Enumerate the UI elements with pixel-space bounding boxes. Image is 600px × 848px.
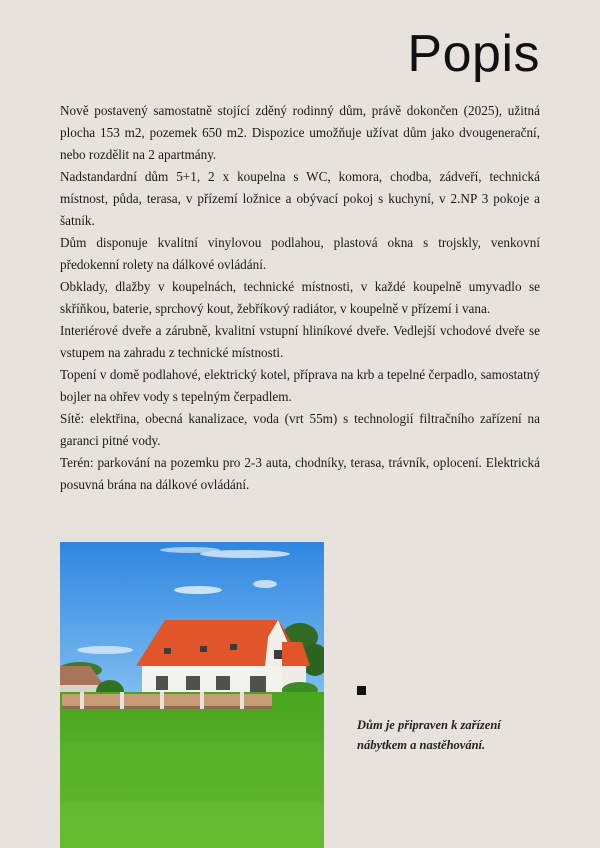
roof-window — [230, 644, 237, 650]
roof-window — [164, 648, 171, 654]
gable-window — [274, 650, 282, 659]
ground-window — [156, 676, 168, 690]
description-text — [60, 100, 540, 496]
cloud — [160, 547, 220, 553]
description-paragraph: Terén: parkování na pozemku pro 2-3 auta, chodníky, terasa, trávník, oplocení. Elektrická posuvná brána na dálkové ovládání. — [60, 455, 540, 492]
ground-window — [250, 676, 266, 692]
description-paragraph: Topení v domě podlahové, elektrický kotel, příprava na krb a tepelné čerpadlo, samostatný bojler na ohřev vody s tepelným čerpadlem. — [60, 367, 540, 404]
cloud — [253, 580, 277, 588]
cloud — [77, 646, 133, 654]
description-paragraph: Sítě: elektřina, obecná kanalizace, voda (vrt 55m) s technologií filtračního zařízení na garanci pitné vody. — [60, 411, 540, 448]
fence-post — [240, 692, 244, 709]
lawn-band — [60, 742, 324, 772]
lawn-band — [60, 802, 324, 848]
cloud — [174, 586, 222, 594]
page-title: Popis — [407, 25, 540, 83]
fence-post — [200, 692, 204, 709]
ground-window — [216, 676, 230, 690]
fence-post — [80, 692, 84, 709]
fence-post — [120, 692, 124, 709]
roof-window — [200, 646, 207, 652]
house-photo — [60, 542, 324, 848]
description-paragraph: Dům disponuje kvalitní vinylovou podlahou, plastová okna s trojskly, venkovní předokenní rolety na dálkové ovládání. — [60, 235, 540, 272]
fence-post — [160, 692, 164, 709]
description-paragraph: Interiérové dveře a zárubně, kvalitní vstupní hliníkové dveře. Vedlejší vchodové dveře se vstupem na zahradu z technické místnosti. — [60, 323, 540, 360]
photo-caption: Dům je připraven k zařízení nábytkem a nastěhování. — [357, 718, 501, 752]
bullet-square — [357, 686, 366, 695]
description-paragraph: Obklady, dlažby v koupelnách, technické místnosti, v každé koupelně umyvadlo se skříňkou, baterie, sprchový kout, žebříkový radiátor, v koupelně v přízemí i vana. — [60, 279, 540, 316]
description-paragraph: Nadstandardní dům 5+1, 2 x koupelna s WC, komora, chodba, zádveří, technická místnost, půda, terasa, v přízemí ložnice a obývací pokoj s kuchyní, v 2.NP 3 pokoje a šatník. — [60, 169, 540, 228]
ground-window — [186, 676, 200, 690]
description-paragraph: Nově postavený samostatně stojící zděný rodinný dům, právě dokončen (2025), užitná plocha 153 m2, pozemek 650 m2. Dispozice umožňuje užívat dům jako dvougenerační, nebo rozdělit na 2 apartmány. — [60, 103, 540, 162]
